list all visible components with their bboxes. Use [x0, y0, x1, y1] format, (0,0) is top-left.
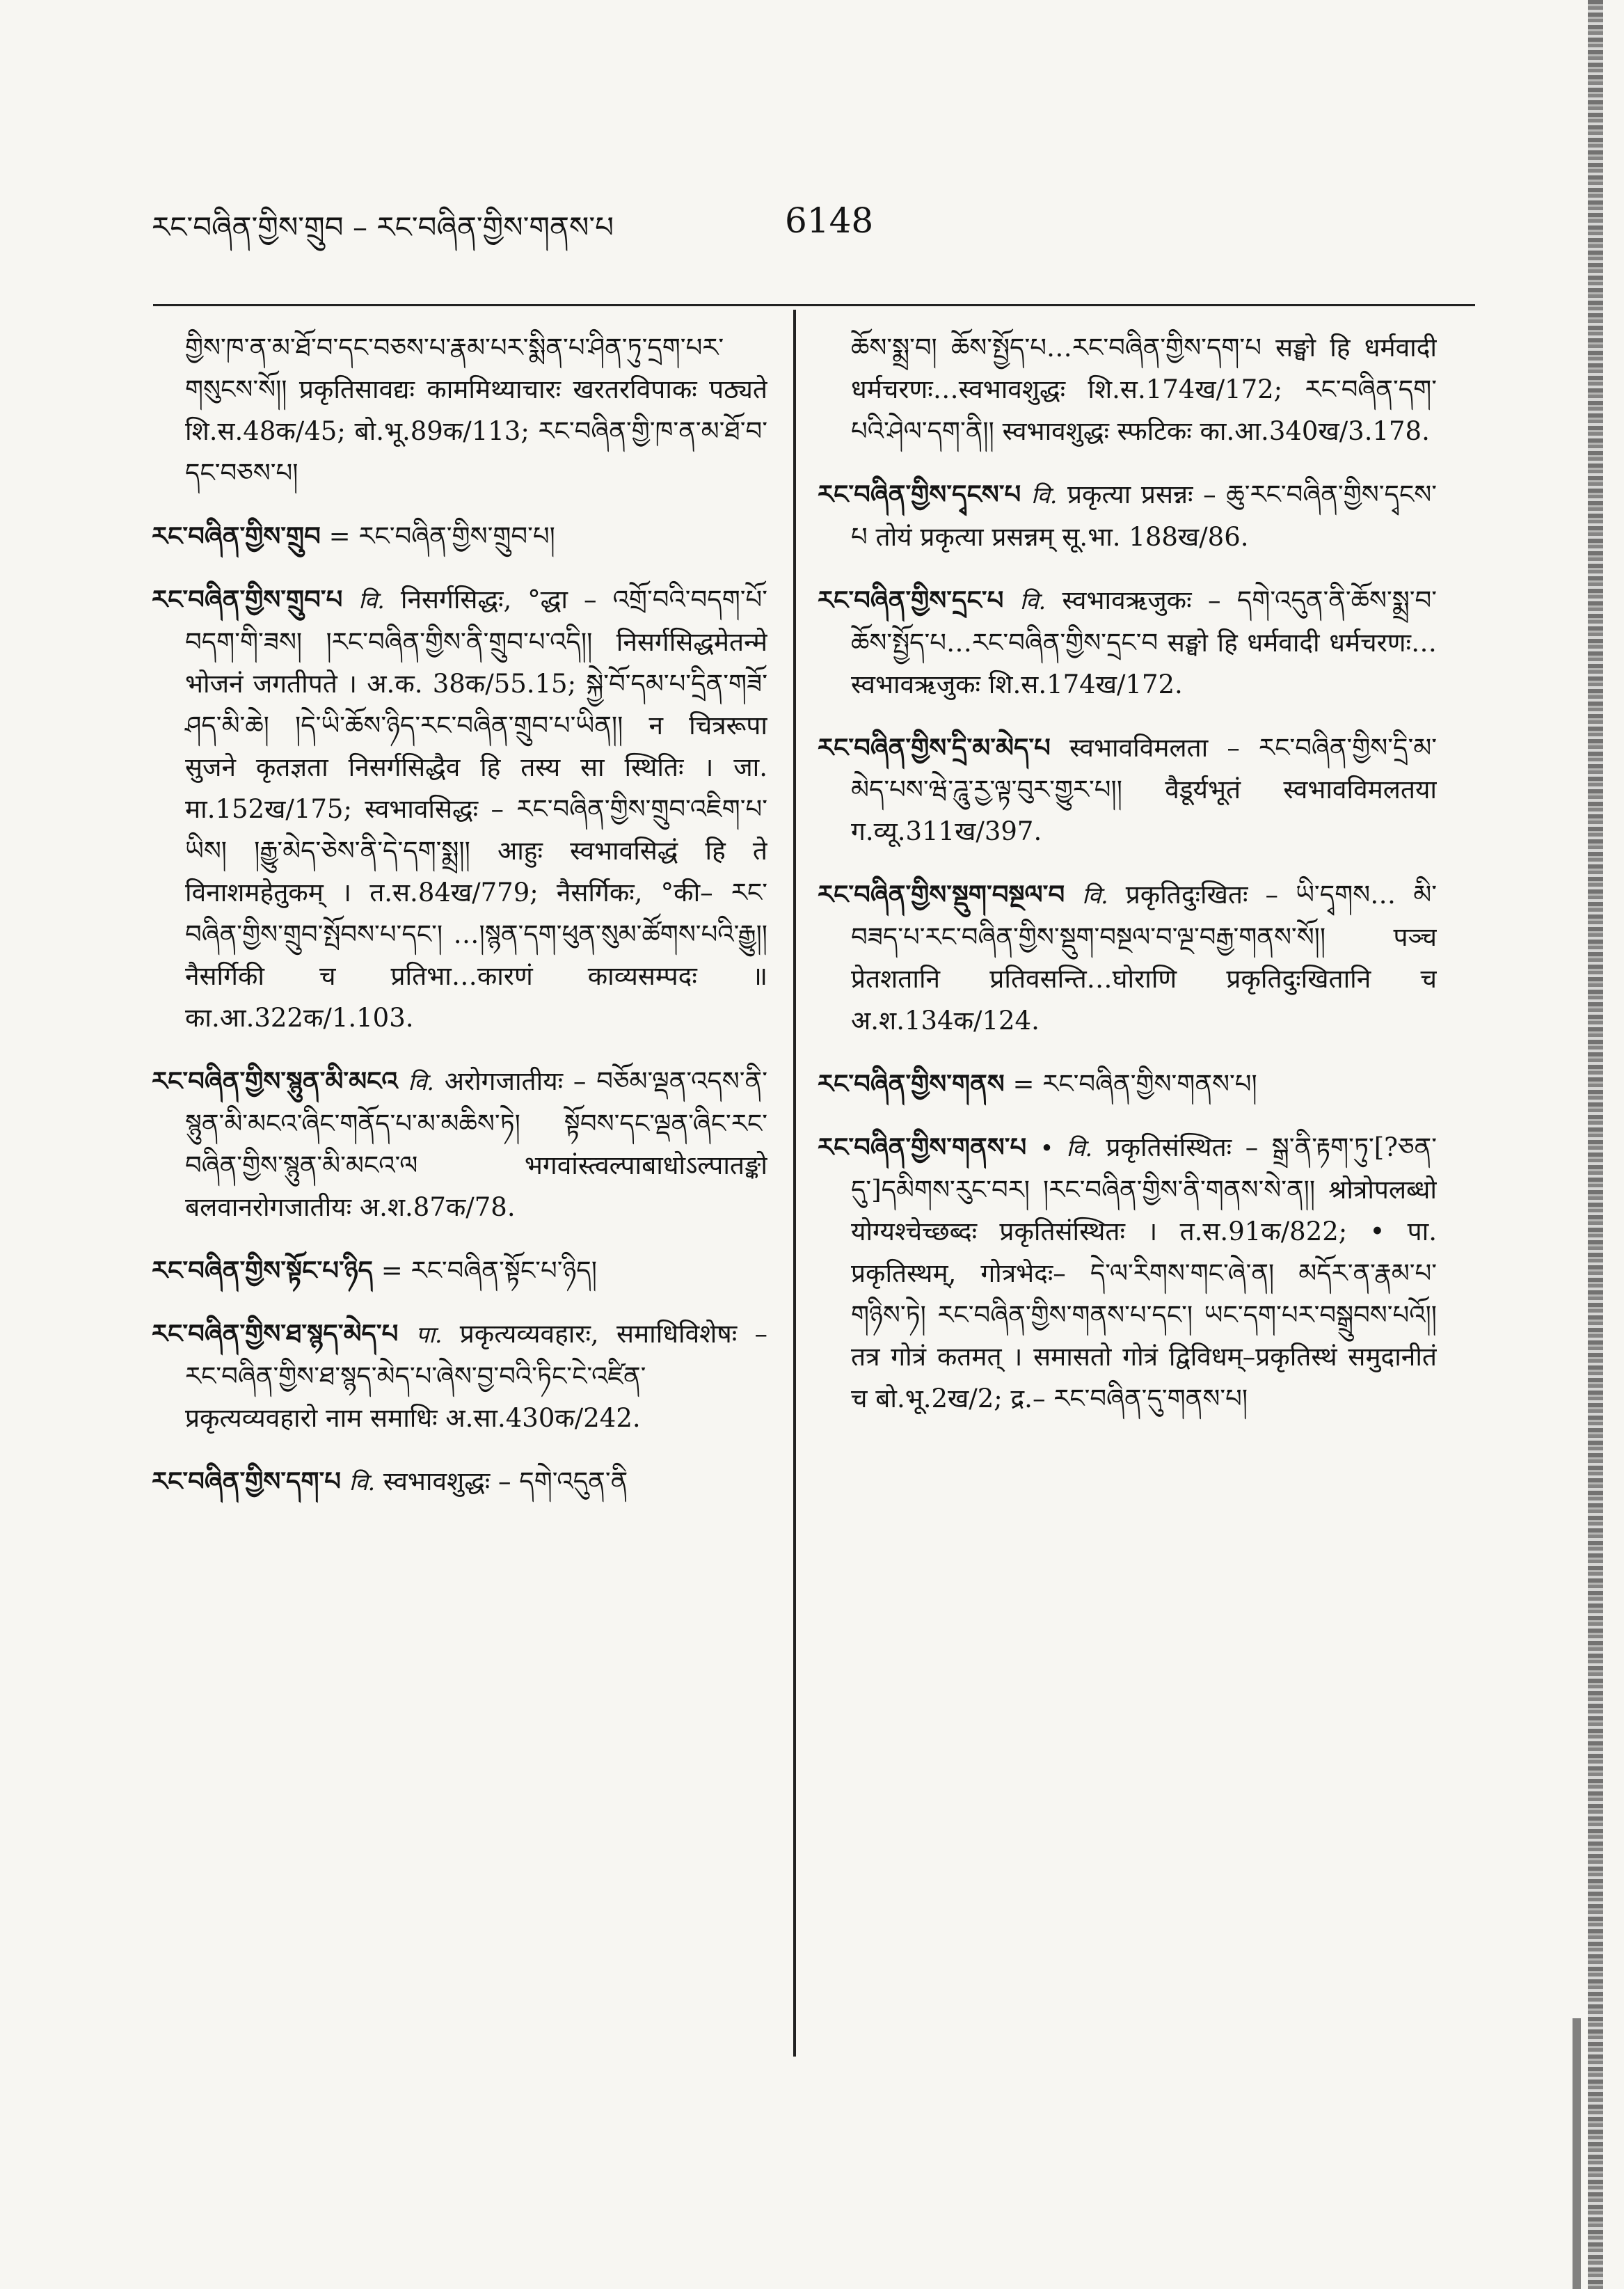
grammar-tag: वि. — [1030, 482, 1058, 509]
entry-continuation — [152, 327, 767, 494]
scan-edge — [1588, 0, 1603, 2289]
dictionary-entry — [818, 579, 1437, 706]
grammar-tag: वि. — [1019, 587, 1046, 615]
grammar-tag: वि. — [358, 587, 385, 614]
entry-text: = རང་བཞིན་གྱིས་གནས་པ། — [1012, 1069, 1257, 1099]
entry-text: निसर्गसिद्धः, °द्धा – འགྲོ་བའི་བདག་པོ་བདག་གི་ཟས། །རང་བཞིན་གྱིས་ནི་གྲུབ་པ་འདི།། निसर्गसिद्धमेतन्मे भोजनं जगतीपते । अ.क. 38क/55.15; སྐྱེ་བོ་དམ་པ་དྲིན་གཟོ་ཤད་མི་ཆེ། །དེ་ཡི་ཆོས་ཉིད་རང་བཞིན་གྲུབ་པ་ཡིན།། न चित्ररूपा सुजने कृतज्ञता निसर्गसिद्धैव हि तस्य सा स्थितिः । जा. मा.152ख/175; स्वभावसिद्धः – རང་བཞིན་གྱིས་གྲུབ་འཇིག་པ་ཡིས། །རྒྱུ་མེད་ཅེས་ནི་དེ་དག་སྨྲ།། आहुः स्वभावसिद्धं हि ते विनाशमहेतुकम् । त.स.84ख/779; नैसर्गिकः, °की– རང་བཞིན་གྱིས་གྲུབ་སྤོབས་པ་དང་། …།སྙན་དག་ཕུན་སུམ་ཚོགས་པའི་རྒྱུ།། नैसर्गिकी च प्रतिभा…कारणं काव्यसम्पदः ॥ का.आ.322क/1.103. — [185, 585, 767, 1033]
entry-text: ཆོས་སྨྲ་བ། ཆོས་སྤྱོད་པ…རང་བཞིན་གྱིས་དག་པ सङ्घो हि धर्मवादी धर्मचरणः…स्वभावशुद्धः शि.स.174ख/172; རང་བཞིན་དག་པའི་ཤེལ་དག་ནི།། स्वभावशुद्धः स्फटिकः का.आ.340ख/3.178. — [851, 333, 1437, 446]
entry-headword: རང་བཞིན་གྱིས་གྲུབ་པ — [152, 584, 343, 615]
dictionary-entry — [152, 515, 767, 557]
grammar-tag: पा. — [415, 1321, 443, 1348]
entry-headword: རང་བཞིན་གྱིས་སྡུག་བསྔལ་བ — [818, 879, 1065, 910]
scan-edge-shadow — [1573, 2018, 1581, 2289]
entry-text: = རང་བཞིན་གྱིས་གྲུབ་པ། — [328, 521, 555, 551]
header-range: རང་བཞིན་གྱིས་གྲུབ – རང་བཞིན་གྱིས་གནས་པ — [152, 210, 614, 244]
entry-text: = རང་བཞིན་སྟོང་པ་ཉིད། — [381, 1256, 597, 1285]
entry-headword: རང་བཞིན་གྱིས་གནས་པ — [818, 1132, 1027, 1162]
header-rule — [153, 304, 1475, 306]
grammar-tag: वि. — [349, 1468, 376, 1496]
entry-headword: རང་བཞིན་གྱིས་སྟོང་པ་ཉིད — [152, 1255, 373, 1285]
dictionary-entry — [152, 1249, 767, 1292]
entry-headword: རང་བཞིན་གྱིས་སྙུན་མི་མངའ — [152, 1066, 398, 1096]
dictionary-entry — [152, 1060, 767, 1228]
entry-text: प्रकृतिदुःखितः – ཡི་དྭགས… མི་བཟད་པ་རང་བཞིན་གྱིས་སྡུག་བསྔལ་བ་ལྔ་བརྒྱ་གནས་སོ།། पञ्च प्रेतशतानि प्रतिवसन्ति…घोराणि प्रकृतिदुःखितानि च अ.श.134क/124. — [851, 880, 1437, 1036]
page-header — [152, 198, 1404, 254]
entry-headword: རང་བཞིན་གྱིས་དྲང་པ — [818, 585, 1004, 615]
entry-headword: རང་བཞིན་གྱིས་དག་པ — [152, 1466, 341, 1496]
dictionary-entry — [152, 1313, 767, 1439]
column-divider — [793, 310, 796, 2057]
grammar-tag: वि. — [408, 1068, 434, 1095]
right-column — [818, 327, 1437, 2206]
entry-headword: རང་བཞིན་གྱིས་དྭངས་པ — [818, 479, 1021, 509]
entry-text: स्वभावऋजुकः – དགེ་འདུན་ནི་ཆོས་སྨྲ་བ་ཆོས་སྤྱོད་པ…རང་བཞིན་གྱིས་དྲང་བ सङ्घो हि धर्मवादी धर्मचरणः…स्वभावऋजुकः शि.स.174ख/172. — [851, 585, 1437, 699]
entry-headword: རང་བཞིན་གྱིས་དྲི་མ་མེད་པ — [818, 732, 1051, 763]
entry-text: अरोगजातीयः – བཅོམ་ལྡན་འདས་ནི་སྙུན་མི་མངའ་ཞིང་གནོད་པ་མ་མཆིས་ཏེ། སྟོབས་དང་ལྡན་ཞིང་རང་བཞིན་གྱིས་སྙུན་མི་མངའ་ལ भगवांस्त्वल्पाबाधोऽल्पातङ्को बलवानरोगजातीयः अ.श.87क/78. — [185, 1066, 767, 1222]
dictionary-entry — [152, 1460, 767, 1503]
entry-headword: རང་བཞིན་གྱིས་གནས — [818, 1068, 1005, 1099]
entry-text: प्रकृत्यव्यवहारः, समाधिविशेषः – རང་བཞིན་གྱིས་ཐ་སྙད་མེད་པ་ཞེས་བྱ་བའི་ཏིང་ངེ་འཛིན་ प्रकृत्यव्यवहारो नाम समाधिः अ.सा.430क/242. — [185, 1319, 767, 1433]
dictionary-entry — [818, 1063, 1437, 1105]
entry-text: གྱིས་ཁ་ན་མ་ཐོ་བ་དང་བཅས་པ་རྣམ་པར་སྨིན་པ་ཤིན་ཏུ་དྲག་པར་གསུངས་སོ།། प्रकृतिसावद्यः काममिथ्याचारः खरतरविपाकः पठ्यते शि.स.48क/45; बो.भू.89क/113; རང་བཞིན་གྱི་ཁ་ན་མ་ཐོ་བ་དང་བཅས་པ། — [185, 333, 767, 488]
dictionary-entry — [818, 473, 1437, 558]
dictionary-entry — [818, 727, 1437, 853]
entry-continuation — [818, 327, 1437, 452]
dictionary-entry — [818, 873, 1437, 1042]
entry-headword: རང་བཞིན་གྱིས་གྲུབ — [152, 521, 321, 551]
entry-text: प्रकृतिसंस्थितः – སྒྲ་ནི་རྟག་ཏུ་[?ཅན་དུ་]དམིགས་རུང་བར། །རང་བཞིན་གྱིས་ནི་གནས་སེ་ན།། श्रोत्रोपलब्धो योग्यश्चेच्छब्दः प्रकृतिसंस्थितः । त.स.91क/822; • पा. प्रकृतिस्थम्, गोत्रभेदः– དེ་ལ་རིགས་གང་ཞེ་ན། མདོར་ན་རྣམ་པ་གཉིས་ཏེ། རང་བཞིན་གྱིས་གནས་པ་དང་། ཡང་དག་པར་བསྒྲུབས་པའོ།། तत्र गोत्रं कतमत् । समासतो गोत्रं द्विविधम्–प्रकृतिस्थं समुदानीतं च बो.भू.2ख/2; द्र.– རང་བཞིན་དུ་གནས་པ། — [851, 1132, 1437, 1413]
entry-headword: རང་བཞིན་གྱིས་ཐ་སྙད་མེད་པ — [152, 1318, 399, 1349]
page-number: 6148 — [785, 200, 874, 241]
grammar-tag: • वि. — [1040, 1134, 1092, 1162]
entry-text: स्वभावविमलता – རང་བཞིན་གྱིས་དྲི་མ་མེད་པས་ཝེ་ཌཱུ་རྱ་ལྟ་བུར་གྱུར་པ།། वैडूर्यभूतं स्वभावविमलतया ग.व्यू.311ख/397. — [851, 733, 1437, 846]
dictionary-entry — [152, 578, 767, 1039]
grammar-tag: वि. — [1082, 882, 1108, 909]
entry-text: प्रकृत्या प्रसन्नः – ཆུ་རང་བཞིན་གྱིས་དྭངས་པ तोयं प्रकृत्या प्रसन्नम् सू.भा. 188ख/86. — [851, 480, 1437, 552]
left-column — [152, 327, 767, 2206]
dictionary-entry — [818, 1126, 1437, 1420]
entry-text: स्वभावशुद्धः – དགེ་འདུན་ནི — [383, 1466, 628, 1496]
